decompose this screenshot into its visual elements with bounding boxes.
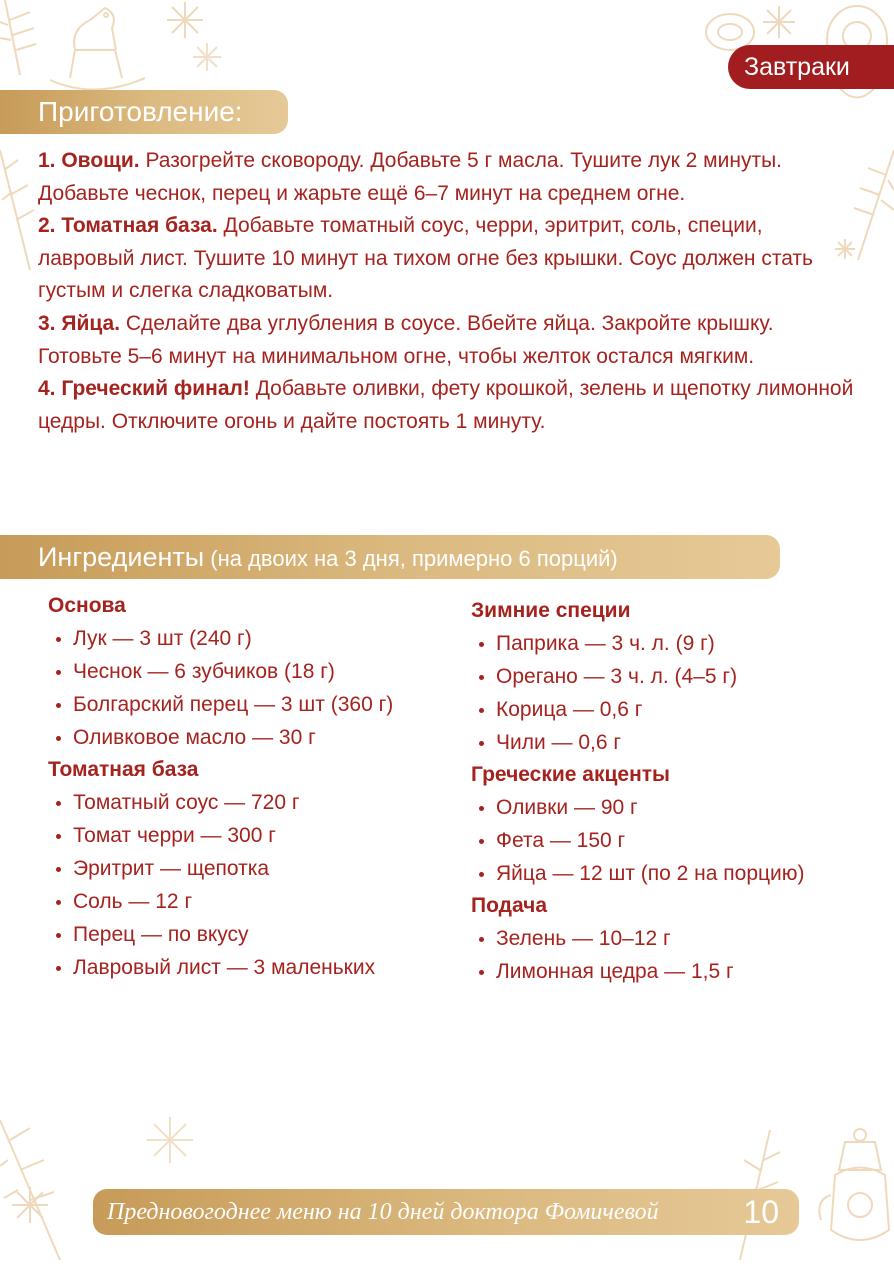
ingredient-item: Зелень — 10–12 г — [471, 922, 891, 955]
step-title: 3. Яйца. — [38, 311, 121, 335]
ingredient-item: Оливковое масло — 30 г — [48, 721, 448, 754]
ingredient-item: Эритрит — щепотка — [48, 852, 448, 885]
ingredient-item: Томатный соус — 720 г — [48, 786, 448, 819]
group-title: Томатная база — [48, 758, 199, 781]
ingredient-item: Яйца — 12 шт (по 2 на порцию) — [471, 857, 891, 890]
ingredients-left-column — [48, 590, 448, 984]
ingredient-item: Лук — 3 шт (240 г) — [48, 622, 448, 655]
preparation-header: Приготовление: — [0, 90, 288, 134]
group-title: Подача — [471, 894, 548, 917]
ingredient-list — [471, 791, 891, 890]
page-number: 10 — [743, 1194, 779, 1230]
ingredient-list — [471, 627, 891, 759]
step-text: Сделайте два углубления в соусе. Вбейте яйца. Закройте крышку. Готовьте 5–6 минут на минимальном огне, чтобы желток остался мягким. — [38, 311, 774, 368]
fir-branch-decoration — [0, 0, 40, 80]
ingredient-item: Оливки — 90 г — [471, 791, 891, 824]
snowflake-icon — [145, 1115, 195, 1165]
step-text: Добавьте оливки, фету крошкой, зелень и щепотку лимонной цедры. Отключите огонь и дайте постоять 1 минуту. — [38, 377, 854, 433]
ingredient-item: Фета — 150 г — [471, 824, 891, 857]
ingredients-title: Ингредиенты — [38, 542, 205, 572]
samovar-decoration — [815, 1120, 894, 1264]
step-title: 2. Томатная база. — [38, 214, 218, 238]
ingredients-header — [0, 535, 780, 579]
group-title: Основа — [48, 594, 126, 617]
ingredient-item: Болгарский перец — 3 шт (360 г) — [48, 688, 448, 721]
step-text: Разогрейте сковороду. Добавьте 5 г масла. Тушите лук 2 минуты. Добавьте чеснок, перец и жарьте ещё 6–7 минут на среднем огне. — [38, 149, 782, 205]
ingredient-item: Лимонная цедра — 1,5 г — [471, 955, 891, 988]
footer-title: Предновогоднее меню на 10 дней доктора Фомичевой — [107, 1199, 659, 1225]
category-badge: Завтраки — [728, 45, 894, 89]
snowflake-icon — [762, 5, 796, 39]
rocking-horse-decoration — [30, 0, 160, 95]
page-footer — [93, 1189, 799, 1235]
preparation-steps — [38, 145, 858, 438]
ingredient-item: Паприка — 3 ч. л. (9 г) — [471, 627, 891, 660]
ingredient-item: Томат черри — 300 г — [48, 819, 448, 852]
step-item — [38, 145, 858, 210]
ingredient-item: Корица — 0,6 г — [471, 693, 891, 726]
step-text: Добавьте томатный соус, черри, эритрит, соль, специи, лавровый лист. Тушите 10 минут на тихом огне без крышки. Соус должен стать густым и слегка сладковатым. — [38, 214, 813, 303]
step-item — [38, 308, 858, 373]
ingredient-item: Чеснок — 6 зубчиков (18 г) — [48, 655, 448, 688]
snowflake-icon — [10, 1185, 50, 1225]
fir-branch-decoration — [0, 140, 40, 280]
step-title: 1. Овощи. — [38, 149, 140, 172]
ingredient-item: Перец — по вкусу — [48, 918, 448, 951]
step-item — [38, 210, 858, 308]
fir-branch-decoration — [0, 1100, 70, 1264]
step-title: 4. Греческий финал! — [38, 377, 250, 401]
step-item — [38, 373, 858, 438]
snowflake-icon — [165, 0, 205, 40]
ingredient-item: Чили — 0,6 г — [471, 726, 891, 759]
group-title: Греческие акценты — [471, 763, 670, 786]
group-title: Зимние специи — [471, 599, 631, 622]
ingredient-list — [48, 622, 448, 754]
ingredient-list — [48, 786, 448, 984]
ingredient-list — [471, 922, 891, 988]
ingredient-item: Орегано — 3 ч. л. (4–5 г) — [471, 660, 891, 693]
ingredients-subtitle: (на двоих на 3 дня, примерно 6 порций) — [204, 546, 618, 571]
ingredient-item: Соль — 12 г — [48, 885, 448, 918]
ingredient-item: Лавровый лист — 3 маленьких — [48, 951, 448, 984]
ingredients-right-column — [471, 595, 891, 988]
snowflake-icon — [192, 42, 222, 72]
